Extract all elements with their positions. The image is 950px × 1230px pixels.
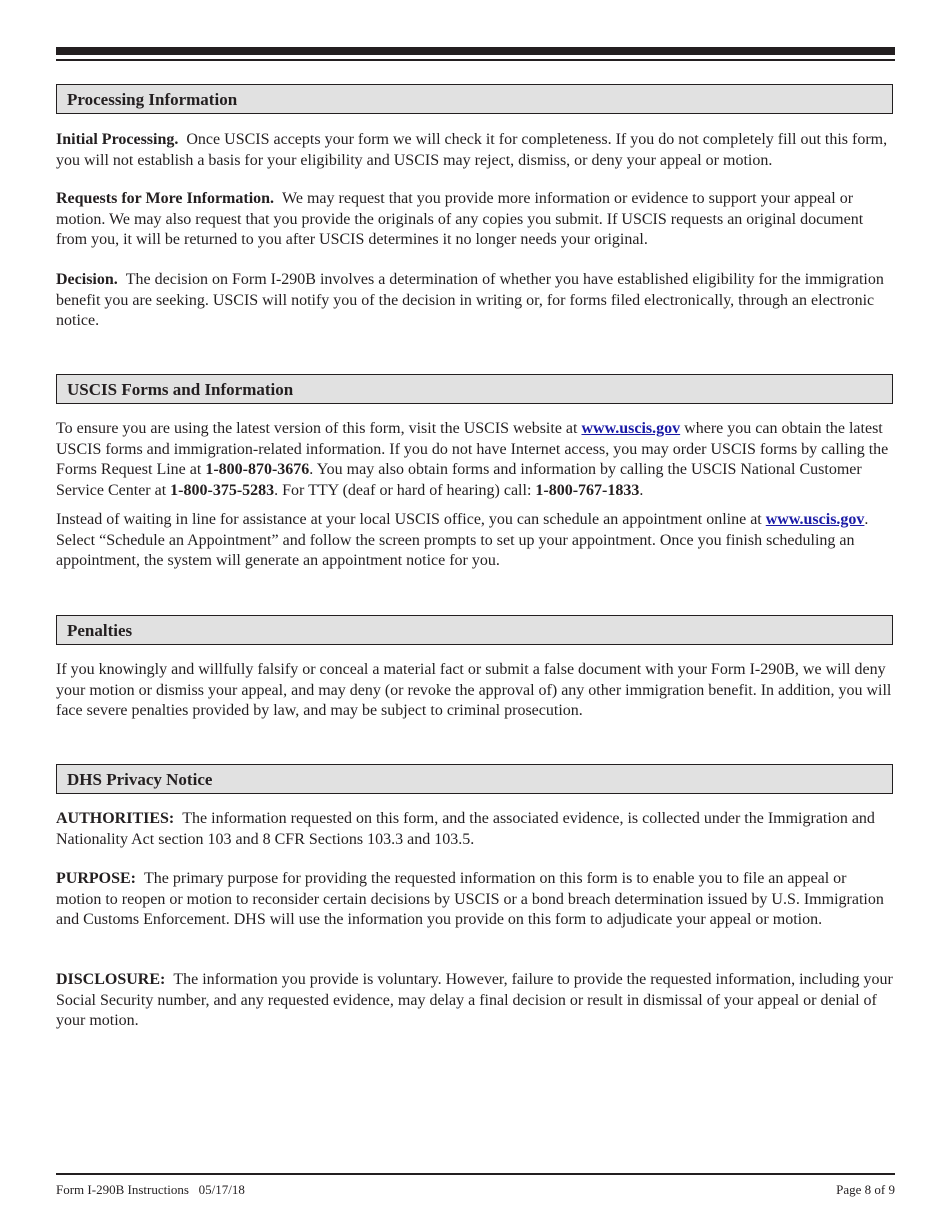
requests-paragraph bbox=[56, 189, 895, 251]
decision-label: Decision. bbox=[56, 271, 118, 288]
decision-text: The decision on Form I-290B involves a determination of whether you have established eligibility for the immigration benefit you are seeking. USCIS will notify you of the decision in writing or, for forms filed electronically, through an electronic notice. bbox=[56, 271, 884, 330]
initial-processing-label: Initial Processing. bbox=[56, 131, 179, 148]
footer-page-number: Page 8 of 9 bbox=[836, 1182, 895, 1197]
section-header-penalties: Penalties bbox=[56, 615, 893, 645]
section-header-privacy: DHS Privacy Notice bbox=[56, 764, 893, 794]
disclosure-text: The information you provide is voluntary. However, failure to provide the requested information, including your Social Security number, and any requested evidence, may delay a final decision or result in dismissal of your appeal or denial of your motion. bbox=[56, 971, 893, 1030]
purpose-text: The primary purpose for providing the requested information on this form is to enable you to file an appeal or motion to reopen or motion to reconsider certain decisions by USCIS or a bond breach determination issued by U.S. Immigration and Customs Enforcement. DHS will use the information you provide on this form to adjudicate your appeal or motion. bbox=[56, 870, 884, 929]
requests-text: We may request that you provide more information or evidence to support your appeal or motion. We may also request that you provide the originals of any copies you submit. If USCIS requests an original document from you, it will be returned to you after USCIS determines it no longer needs your original. bbox=[56, 190, 864, 249]
uscis-website-link-2[interactable]: www.uscis.gov bbox=[765, 511, 865, 528]
top-rule-thick bbox=[56, 47, 895, 55]
tty-phone: 1-800-767-1833 bbox=[535, 481, 640, 499]
initial-processing-text: Once USCIS accepts your form we will check it for completeness. If you do not completely fill out this form, you will not establish a basis for your eligibility and USCIS may reject, dismiss, or deny your appeal or motion. bbox=[56, 131, 888, 169]
authorities-label: AUTHORITIES: bbox=[56, 810, 175, 827]
forms-info-paragraph-2 bbox=[56, 510, 895, 572]
decision-paragraph bbox=[56, 270, 895, 332]
footer-form-name: Form I-290B Instructions 05/17/18 bbox=[56, 1182, 245, 1197]
initial-processing-paragraph bbox=[56, 130, 895, 171]
purpose-label: PURPOSE: bbox=[56, 870, 136, 887]
section-header-processing: Processing Information bbox=[56, 84, 893, 114]
disclosure-label: DISCLOSURE: bbox=[56, 971, 166, 988]
forms-info-text-d: . For TTY (deaf or hard of hearing) call: bbox=[274, 481, 536, 499]
customer-service-phone: 1-800-375-5283 bbox=[170, 481, 275, 499]
forms-info-text-e: . bbox=[639, 481, 644, 499]
authorities-paragraph bbox=[56, 809, 895, 850]
authorities-text: The information requested on this form, and the associated evidence, is collected under the Immigration and Nationality Act section 103 and 8 CFR Sections 103.3 and 103.5. bbox=[56, 810, 875, 848]
appointment-text-a: Instead of waiting in line for assistance at your local USCIS office, you can schedule an appointment online at bbox=[56, 511, 766, 528]
document-page bbox=[56, 0, 895, 1230]
forms-info-paragraph-1 bbox=[56, 419, 895, 501]
penalties-paragraph: If you knowingly and willfully falsify or conceal a material fact or submit a false document with your Form I-290B, we will deny your motion or dismiss your appeal, and may deny (or revoke the approval of) any other immigration benefit. In addition, you will face severe penalties provided by law, and may be subject to criminal prosecution. bbox=[56, 661, 892, 720]
section-header-forms-info: USCIS Forms and Information bbox=[56, 374, 893, 404]
requests-label: Requests for More Information. bbox=[56, 190, 275, 207]
purpose-paragraph bbox=[56, 869, 895, 931]
uscis-website-link[interactable]: www.uscis.gov bbox=[581, 420, 681, 437]
footer-rule bbox=[56, 1173, 895, 1175]
forms-info-text-b: where you can obtain the latest USCIS forms and immigration-related information. If you do not have Internet access, you may order USCIS forms by calling the Forms Request Line at bbox=[56, 420, 889, 479]
forms-request-phone: 1-800-870-3676 bbox=[205, 461, 310, 479]
forms-info-text-a: To ensure you are using the latest version of this form, visit the USCIS website at bbox=[56, 420, 582, 437]
forms-info-text-c: . You may also obtain forms and information by calling the USCIS National Customer Service Center at bbox=[56, 461, 862, 499]
disclosure-paragraph bbox=[56, 970, 895, 1032]
appointment-text-b: . Select “Schedule an Appointment” and follow the screen prompts to set up your appointment. Once you finish scheduling an appointment, the system will generate an appointment notice for you. bbox=[56, 511, 869, 570]
top-rule-thin bbox=[56, 59, 895, 61]
